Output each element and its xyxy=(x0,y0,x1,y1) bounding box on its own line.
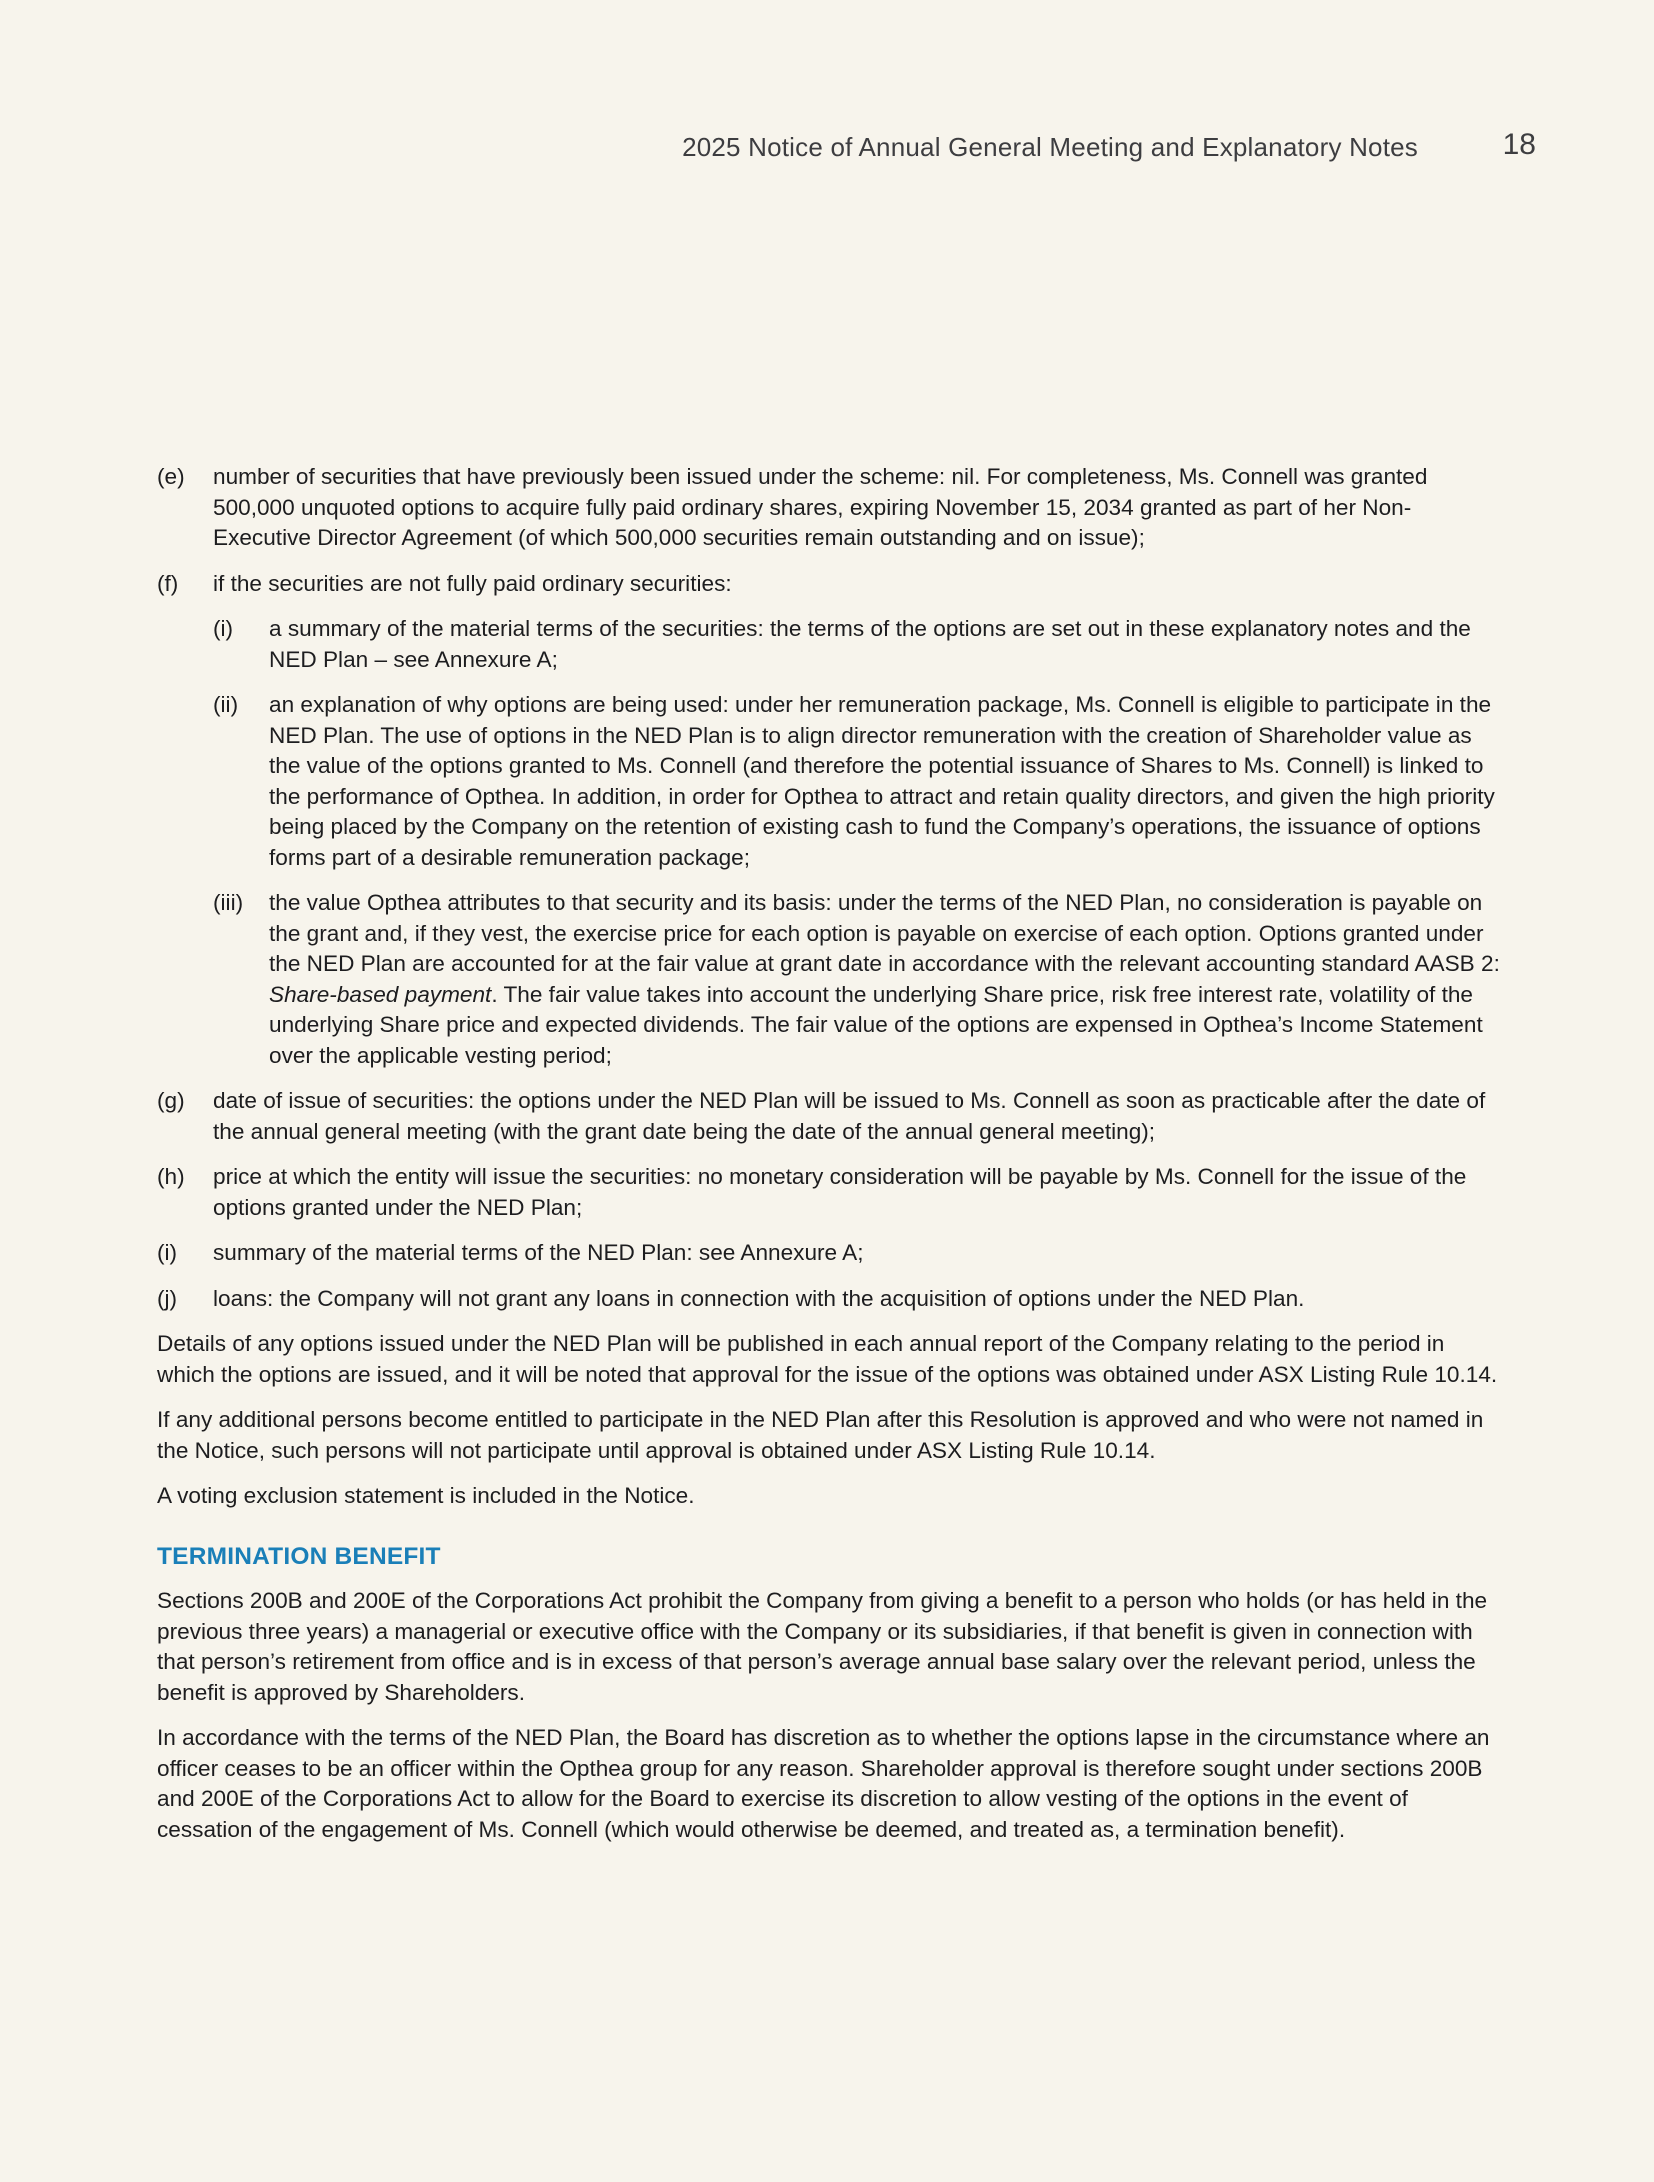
sub-text xyxy=(269,888,1502,1071)
sub-label: (i) xyxy=(213,616,234,641)
sub-item-i xyxy=(213,614,1502,675)
list-item-f xyxy=(157,569,1502,1072)
sub-item-iii xyxy=(213,888,1502,1071)
list-text: summary of the material terms of the NED Plan: see Annexure A; xyxy=(213,1240,864,1265)
list-label: (f) xyxy=(157,570,179,596)
paragraph-additional-persons: If any additional persons become entitled to participate in the NED Plan after this Resolution is approved and who were not named in the Notice, such persons will not participate until approval is obtained under ASX Listing Rule 10.14. xyxy=(157,1407,1484,1463)
list-item-i xyxy=(157,1238,1502,1269)
sub-label: (iii) xyxy=(213,890,244,915)
sub-text: a summary of the material terms of the securities: the terms of the options are set out in these explanatory notes and the NED Plan – see Annexure A; xyxy=(269,616,1471,672)
list-label: (h) xyxy=(157,1164,185,1189)
paragraph-board-discretion: In accordance with the terms of the NED Plan, the Board has discretion as to whether the options lapse in the circumstance where an officer ceases to be an officer within the Opthea group for any reason. Shareholder approval is therefore sought under sections 200B and 200E of the Corporations Act to allow for the Board to exercise its discretion to allow vesting of the options in the event of cessation of the engagement of Ms. Connell (which would otherwise be deemed, and treated as, a termination benefit). xyxy=(157,1725,1490,1842)
document-body xyxy=(157,462,1502,1860)
list-text: loans: the Company will not grant any loans in connection with the acquisition of options under the NED Plan. xyxy=(213,1285,1305,1311)
list-label: (e) xyxy=(157,464,185,489)
sub-text: an explanation of why options are being used: under her remuneration package, Ms. Connell is eligible to participate in the NED Plan. The use of options in the NED Plan is to align director remuneration with the creation of Shareholder value as the value of the options granted to Ms. Connell (and therefore the potential issuance of Shares to Ms. Connell) is linked to the performance of Opthea. In addition, in order for Opthea to attract and retain quality directors, and given the high priority being placed by the Company on the retention of existing cash to fund the Company’s operations, the issuance of options forms part of a desirable remuneration package; xyxy=(269,692,1495,870)
list-item-e xyxy=(157,462,1502,554)
page-number: 18 xyxy=(1502,128,1536,161)
sub-text-part: the value Opthea attributes to that security and its basis: under the terms of the NED Plan, no consideration is payable on the grant and, if they vest, the exercise price for each option is payable on exercise of each option. Options granted under the NED Plan are accounted for at the fair value at grant date in accordance with the relevant accounting standard AASB 2: xyxy=(269,890,1500,976)
standard-name-italic: Share-based payment xyxy=(269,981,492,1007)
list-text: date of issue of securities: the options under the NED Plan will be issued to Ms. Connell as soon as practicable after the date of the annual general meeting (with the grant date being the date of the annual general meeting); xyxy=(213,1088,1486,1144)
page-header xyxy=(0,128,1654,168)
document-title: 2025 Notice of Annual General Meeting and Explanatory Notes xyxy=(682,132,1418,162)
list-label: (g) xyxy=(157,1088,185,1113)
list-label: (i) xyxy=(157,1240,178,1265)
paragraph-corporations-act: Sections 200B and 200E of the Corporations Act prohibit the Company from giving a benefit to a person who holds (or has held in the previous three years) a managerial or executive office with the Company or its subsidiaries, if that benefit is given in connection with that person’s retirement from office and is in excess of that person’s average annual base salary over the relevant period, unless the benefit is approved by Shareholders. xyxy=(157,1588,1488,1705)
paragraph-voting-exclusion: A voting exclusion statement is included in the Notice. xyxy=(157,1483,695,1508)
section-heading-termination-benefit: TERMINATION BENEFIT xyxy=(157,1542,441,1570)
list-text: number of securities that have previously been issued under the scheme: nil. For completeness, Ms. Connell was granted 500,000 unquoted options to acquire fully paid ordinary shares, expiring November 15, 2034 granted as part of her Non-Executive Director Agreement (of which 500,000 securities remain outstanding and on issue); xyxy=(213,464,1428,550)
list-text: if the securities are not fully paid ordinary securities: xyxy=(213,570,732,596)
list-label: (j) xyxy=(157,1285,178,1311)
paragraph-annual-report: Details of any options issued under the NED Plan will be published in each annual report of the Company relating to the period in which the options are issued, and it will be noted that approval for the issue of the options was obtained under ASX Listing Rule 10.14. xyxy=(157,1331,1498,1387)
sub-label: (ii) xyxy=(213,692,239,717)
list-item-j xyxy=(157,1284,1502,1315)
sub-text-part: . The fair value takes into account the underlying Share price, risk free interest rate, volatility of the underlying Share price and expected dividends. The fair value of the options are expensed in Opthea’s Income Statement over the applicable vesting period; xyxy=(269,981,1483,1068)
list-item-g xyxy=(157,1086,1502,1147)
list-text: price at which the entity will issue the securities: no monetary consideration will be payable by Ms. Connell for the issue of the options granted under the NED Plan; xyxy=(213,1164,1467,1220)
sub-item-ii xyxy=(213,690,1502,873)
list-item-h xyxy=(157,1162,1502,1223)
